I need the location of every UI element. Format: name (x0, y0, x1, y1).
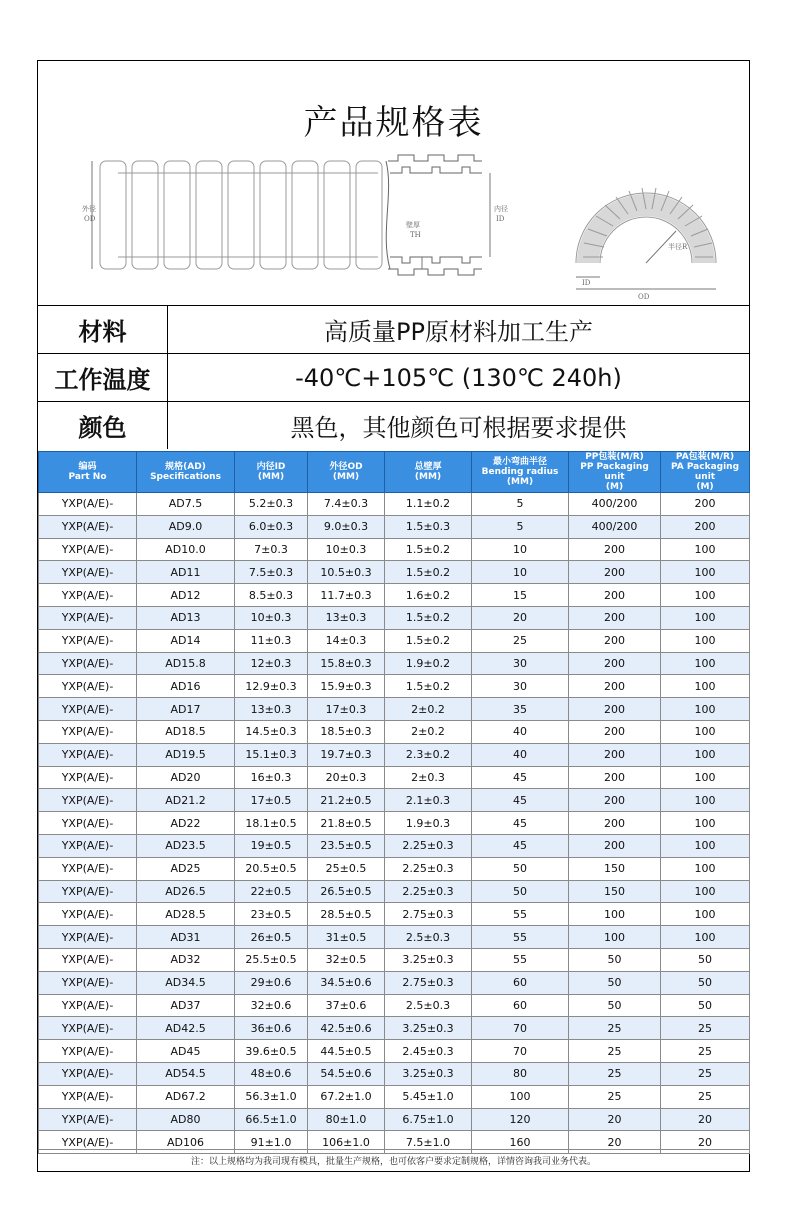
table-cell: 100 (661, 743, 750, 766)
table-row (39, 971, 750, 994)
table-cell: YXP(A/E)- (39, 584, 137, 607)
table-cell: 100 (661, 584, 750, 607)
table-cell: 20 (569, 1131, 661, 1154)
table-cell: 10 (472, 538, 569, 561)
table-cell: 13±0.3 (308, 606, 385, 629)
table-cell: 200 (569, 561, 661, 584)
header-bending: 最小弯曲半径 Bending radius (MM) (472, 452, 569, 493)
table-cell: 48±0.6 (235, 1062, 308, 1085)
table-cell: 19.7±0.3 (308, 743, 385, 766)
table-cell: 14±0.3 (308, 629, 385, 652)
table-row (39, 789, 750, 812)
table-cell: 54.5±0.6 (308, 1062, 385, 1085)
table-row (39, 1017, 750, 1040)
table-cell: 100 (661, 926, 750, 949)
table-cell: 150 (569, 857, 661, 880)
table-cell: 2.25±0.3 (385, 834, 472, 857)
table-cell: 45 (472, 812, 569, 835)
table-cell: 5.2±0.3 (235, 493, 308, 516)
table-cell: YXP(A/E)- (39, 926, 137, 949)
table-row (39, 994, 750, 1017)
table-cell: 100 (661, 857, 750, 880)
table-row (39, 834, 750, 857)
table-cell: 25.5±0.5 (235, 948, 308, 971)
table-cell: 200 (569, 720, 661, 743)
table-cell: AD13 (137, 606, 235, 629)
table-cell: 100 (661, 812, 750, 835)
table-cell: YXP(A/E)- (39, 675, 137, 698)
table-cell: YXP(A/E)- (39, 834, 137, 857)
spec-sheet (37, 60, 750, 1172)
header-od: 外径OD (MM) (308, 452, 385, 493)
table-cell: 25 (661, 1085, 750, 1108)
table-cell: AD19.5 (137, 743, 235, 766)
table-cell: 55 (472, 903, 569, 926)
table-cell: 7.5±0.3 (235, 561, 308, 584)
table-cell: YXP(A/E)- (39, 606, 137, 629)
table-cell: AD80 (137, 1108, 235, 1131)
table-cell: 100 (661, 880, 750, 903)
table-cell: YXP(A/E)- (39, 903, 137, 926)
footnote: 注：以上规格均为我司现有模具，批量生产规格，也可依客户要求定制规格，详情咨询我司业务代表。 (38, 1149, 749, 1171)
table-cell: 80±1.0 (308, 1108, 385, 1131)
table-cell: 20.5±0.5 (235, 857, 308, 880)
table-cell: 10±0.3 (235, 606, 308, 629)
table-cell: AD37 (137, 994, 235, 1017)
table-cell: 55 (472, 948, 569, 971)
table-cell: 50 (661, 994, 750, 1017)
table-cell: AD34.5 (137, 971, 235, 994)
table-cell: AD22 (137, 812, 235, 835)
table-cell: 36±0.6 (235, 1017, 308, 1040)
table-cell: 50 (661, 948, 750, 971)
table-cell: 32±0.5 (308, 948, 385, 971)
table-cell: 16±0.3 (235, 766, 308, 789)
table-cell: 30 (472, 652, 569, 675)
table-cell: 3.25±0.3 (385, 1017, 472, 1040)
table-cell: 100 (661, 903, 750, 926)
table-cell: YXP(A/E)- (39, 629, 137, 652)
table-cell: 200 (569, 698, 661, 721)
table-cell: 17±0.5 (235, 789, 308, 812)
table-cell: 56.3±1.0 (235, 1085, 308, 1108)
table-cell: 7±0.3 (235, 538, 308, 561)
table-cell: 1.9±0.3 (385, 812, 472, 835)
table-cell: AD11 (137, 561, 235, 584)
table-cell: YXP(A/E)- (39, 948, 137, 971)
header-pp-pack: PP包装(M/R) PP Packaging unit (M) (569, 452, 661, 493)
spec-table (38, 451, 750, 1154)
table-cell: 40 (472, 743, 569, 766)
table-cell: 200 (569, 766, 661, 789)
arc-id-label: ID (582, 279, 591, 287)
table-cell: 100 (661, 652, 750, 675)
table-cell: 80 (472, 1062, 569, 1085)
table-cell: YXP(A/E)- (39, 1017, 137, 1040)
header-pa-pack: PA包装(M/R) PA Packaging unit (M) (661, 452, 750, 493)
table-cell: AD32 (137, 948, 235, 971)
table-cell: 2.5±0.3 (385, 926, 472, 949)
table-cell: 26±0.5 (235, 926, 308, 949)
wall-label: 壁厚 (406, 221, 420, 229)
table-cell: 200 (569, 743, 661, 766)
table-row (39, 675, 750, 698)
table-cell: 18.1±0.5 (235, 812, 308, 835)
table-cell: 6.0±0.3 (235, 515, 308, 538)
table-row (39, 743, 750, 766)
table-header-row (39, 452, 750, 493)
table-cell: 60 (472, 994, 569, 1017)
table-cell: 200 (569, 812, 661, 835)
radius-label: 半径R (668, 243, 688, 251)
table-row (39, 880, 750, 903)
table-cell: 50 (472, 880, 569, 903)
table-row (39, 1085, 750, 1108)
table-cell: 1.1±0.2 (385, 493, 472, 516)
table-cell: 25 (472, 629, 569, 652)
table-row (39, 812, 750, 835)
table-cell: 25±0.5 (308, 857, 385, 880)
table-cell: 45 (472, 834, 569, 857)
table-cell: 44.5±0.5 (308, 1040, 385, 1063)
table-cell: 2.5±0.3 (385, 994, 472, 1017)
table-cell: 26.5±0.5 (308, 880, 385, 903)
table-cell: 2.45±0.3 (385, 1040, 472, 1063)
table-cell: 200 (569, 834, 661, 857)
arc-od-label: OD (638, 293, 650, 301)
table-cell: 50 (569, 994, 661, 1017)
table-cell: 10 (472, 561, 569, 584)
table-cell: 55 (472, 926, 569, 949)
page-title: 产品规格表 (303, 103, 484, 143)
table-cell: 20 (569, 1108, 661, 1131)
table-cell: 100 (661, 561, 750, 584)
table-cell: 50 (569, 948, 661, 971)
table-cell: 100 (661, 789, 750, 812)
table-cell: 1.5±0.2 (385, 675, 472, 698)
table-cell: AD54.5 (137, 1062, 235, 1085)
table-cell: 200 (661, 515, 750, 538)
table-cell: 25 (569, 1040, 661, 1063)
id-label: 内径 (494, 205, 508, 213)
table-cell: 7.4±0.3 (308, 493, 385, 516)
table-row (39, 515, 750, 538)
table-cell: 106±1.0 (308, 1131, 385, 1154)
table-cell: 7.5±1.0 (385, 1131, 472, 1154)
table-cell: AD25 (137, 857, 235, 880)
table-cell: 2.25±0.3 (385, 857, 472, 880)
table-cell: 100 (661, 538, 750, 561)
color-value: 黑色，其他颜色可根据要求提供 (290, 414, 627, 442)
table-cell: 3.25±0.3 (385, 948, 472, 971)
material-label: 材料 (38, 306, 168, 353)
table-cell: 32±0.6 (235, 994, 308, 1017)
table-cell: YXP(A/E)- (39, 994, 137, 1017)
table-cell: YXP(A/E)- (39, 880, 137, 903)
color-row (38, 401, 749, 449)
table-row (39, 766, 750, 789)
header-part-no: 编码 Part No (39, 452, 137, 493)
table-cell: 100 (569, 903, 661, 926)
table-cell: AD20 (137, 766, 235, 789)
table-cell: 2±0.2 (385, 720, 472, 743)
table-cell: 70 (472, 1040, 569, 1063)
table-cell: 60 (472, 971, 569, 994)
table-cell: 11±0.3 (235, 629, 308, 652)
table-cell: 50 (472, 857, 569, 880)
table-cell: 13±0.3 (235, 698, 308, 721)
table-cell: 23±0.5 (235, 903, 308, 926)
table-cell: 25 (569, 1062, 661, 1085)
table-cell: 3.25±0.3 (385, 1062, 472, 1085)
table-row (39, 857, 750, 880)
table-cell: AD15.8 (137, 652, 235, 675)
table-cell: 25 (661, 1017, 750, 1040)
table-cell: 25 (661, 1062, 750, 1085)
table-cell: 1.5±0.2 (385, 629, 472, 652)
table-cell: 66.5±1.0 (235, 1108, 308, 1131)
table-row (39, 629, 750, 652)
table-cell: 100 (661, 675, 750, 698)
table-cell: 25 (569, 1017, 661, 1040)
table-row (39, 606, 750, 629)
table-cell: 100 (661, 629, 750, 652)
table-cell: 100 (569, 926, 661, 949)
table-cell: AD45 (137, 1040, 235, 1063)
table-cell: 21.8±0.5 (308, 812, 385, 835)
table-cell: 100 (661, 766, 750, 789)
table-cell: AD67.2 (137, 1085, 235, 1108)
table-cell: 1.6±0.2 (385, 584, 472, 607)
table-cell: 22±0.5 (235, 880, 308, 903)
table-cell: AD17 (137, 698, 235, 721)
table-cell: 11.7±0.3 (308, 584, 385, 607)
material-value: 高质量PP原材料加工生产 (324, 318, 593, 346)
table-row (39, 561, 750, 584)
table-cell: 200 (569, 789, 661, 812)
table-cell: YXP(A/E)- (39, 493, 137, 516)
table-cell: 8.5±0.3 (235, 584, 308, 607)
table-cell: 28.5±0.5 (308, 903, 385, 926)
table-cell: AD18.5 (137, 720, 235, 743)
od-sub-label: OD (84, 215, 96, 223)
table-cell: 100 (661, 606, 750, 629)
straight-tube-drawing (92, 155, 490, 275)
table-cell: 200 (569, 629, 661, 652)
table-cell: 29±0.6 (235, 971, 308, 994)
table-cell: 2.75±0.3 (385, 971, 472, 994)
table-cell: 45 (472, 766, 569, 789)
table-cell: 50 (569, 971, 661, 994)
table-cell: AD12 (137, 584, 235, 607)
table-cell: 19±0.5 (235, 834, 308, 857)
table-cell: 91±1.0 (235, 1131, 308, 1154)
table-cell: 100 (661, 720, 750, 743)
table-row (39, 903, 750, 926)
od-label: 外径 (82, 205, 96, 213)
table-row (39, 493, 750, 516)
table-cell: AD26.5 (137, 880, 235, 903)
table-cell: 1.5±0.2 (385, 561, 472, 584)
table-row (39, 948, 750, 971)
table-cell: YXP(A/E)- (39, 766, 137, 789)
table-cell: AD28.5 (137, 903, 235, 926)
table-cell: AD7.5 (137, 493, 235, 516)
header-id: 内径ID (MM) (235, 452, 308, 493)
table-cell: 150 (569, 880, 661, 903)
table-cell: 1.9±0.2 (385, 652, 472, 675)
table-cell: 200 (569, 606, 661, 629)
table-cell: YXP(A/E)- (39, 812, 137, 835)
table-row (39, 1040, 750, 1063)
table-cell: 200 (661, 493, 750, 516)
table-cell: 200 (569, 652, 661, 675)
table-cell: 67.2±1.0 (308, 1085, 385, 1108)
temperature-value: -40℃+105℃ (130℃ 240h) (295, 363, 622, 392)
table-cell: 100 (472, 1085, 569, 1108)
table-cell: 400/200 (569, 493, 661, 516)
table-cell: YXP(A/E)- (39, 561, 137, 584)
table-cell: 18.5±0.3 (308, 720, 385, 743)
table-row (39, 652, 750, 675)
table-cell: 50 (661, 971, 750, 994)
table-row (39, 698, 750, 721)
table-cell: YXP(A/E)- (39, 743, 137, 766)
table-cell: 37±0.6 (308, 994, 385, 1017)
table-row (39, 1108, 750, 1131)
table-cell: 70 (472, 1017, 569, 1040)
table-cell: 2.25±0.3 (385, 880, 472, 903)
table-cell: 17±0.3 (308, 698, 385, 721)
id-sub-label: ID (496, 215, 505, 223)
table-cell: YXP(A/E)- (39, 698, 137, 721)
table-cell: AD16 (137, 675, 235, 698)
table-cell: AD42.5 (137, 1017, 235, 1040)
color-label: 颜色 (38, 402, 168, 449)
table-cell: 31±0.5 (308, 926, 385, 949)
table-cell: 20 (661, 1108, 750, 1131)
header-wall: 总壁厚 (MM) (385, 452, 472, 493)
table-cell: 21.2±0.5 (308, 789, 385, 812)
table-cell: 20±0.3 (308, 766, 385, 789)
table-cell: 1.5±0.2 (385, 606, 472, 629)
table-cell: 15.8±0.3 (308, 652, 385, 675)
table-cell: YXP(A/E)- (39, 1040, 137, 1063)
material-row (38, 305, 749, 353)
table-cell: AD31 (137, 926, 235, 949)
table-cell: YXP(A/E)- (39, 1131, 137, 1154)
table-cell: AD106 (137, 1131, 235, 1154)
table-cell: 42.5±0.6 (308, 1017, 385, 1040)
table-row (39, 720, 750, 743)
table-cell: 20 (661, 1131, 750, 1154)
table-cell: YXP(A/E)- (39, 652, 137, 675)
table-cell: 10±0.3 (308, 538, 385, 561)
table-cell: 100 (661, 698, 750, 721)
table-cell: 40 (472, 720, 569, 743)
table-cell: 200 (569, 538, 661, 561)
table-cell: 23.5±0.5 (308, 834, 385, 857)
table-cell: YXP(A/E)- (39, 1062, 137, 1085)
table-cell: 12±0.3 (235, 652, 308, 675)
table-cell: 14.5±0.3 (235, 720, 308, 743)
table-cell: 2.75±0.3 (385, 903, 472, 926)
table-cell: 39.6±0.5 (235, 1040, 308, 1063)
table-cell: YXP(A/E)- (39, 515, 137, 538)
table-cell: 45 (472, 789, 569, 812)
table-cell: YXP(A/E)- (39, 720, 137, 743)
header-spec: 规格(AD) Specifications (137, 452, 235, 493)
table-cell: 15.1±0.3 (235, 743, 308, 766)
table-cell: 1.5±0.3 (385, 515, 472, 538)
table-cell: 5.45±1.0 (385, 1085, 472, 1108)
table-cell: 10.5±0.3 (308, 561, 385, 584)
table-cell: 200 (569, 675, 661, 698)
table-cell: 400/200 (569, 515, 661, 538)
table-cell: 5 (472, 493, 569, 516)
temperature-row (38, 353, 749, 401)
table-cell: YXP(A/E)- (39, 1085, 137, 1108)
table-cell: YXP(A/E)- (39, 789, 137, 812)
table-cell: YXP(A/E)- (39, 1108, 137, 1131)
table-cell: 2±0.3 (385, 766, 472, 789)
table-row (39, 584, 750, 607)
table-cell: AD9.0 (137, 515, 235, 538)
table-cell: 160 (472, 1131, 569, 1154)
table-cell: 100 (661, 834, 750, 857)
table-cell: 2.1±0.3 (385, 789, 472, 812)
table-cell: 200 (569, 584, 661, 607)
table-cell: 15 (472, 584, 569, 607)
table-row (39, 538, 750, 561)
table-cell: 2±0.2 (385, 698, 472, 721)
table-cell: 25 (661, 1040, 750, 1063)
table-cell: 6.75±1.0 (385, 1108, 472, 1131)
table-cell: 120 (472, 1108, 569, 1131)
table-cell: YXP(A/E)- (39, 971, 137, 994)
table-cell: 1.5±0.2 (385, 538, 472, 561)
table-cell: 5 (472, 515, 569, 538)
table-cell: 12.9±0.3 (235, 675, 308, 698)
tube-diagram (82, 153, 698, 303)
bent-tube-drawing (576, 188, 716, 289)
table-cell: 30 (472, 675, 569, 698)
table-row (39, 1062, 750, 1085)
table-cell: YXP(A/E)- (39, 857, 137, 880)
table-cell: 9.0±0.3 (308, 515, 385, 538)
table-cell: 34.5±0.6 (308, 971, 385, 994)
table-cell: YXP(A/E)- (39, 538, 137, 561)
table-cell: AD10.0 (137, 538, 235, 561)
table-cell: 15.9±0.3 (308, 675, 385, 698)
table-cell: 2.3±0.2 (385, 743, 472, 766)
table-cell: 25 (569, 1085, 661, 1108)
table-cell: 20 (472, 606, 569, 629)
table-cell: AD23.5 (137, 834, 235, 857)
wall-sub-label: TH (410, 231, 421, 239)
table-cell: 35 (472, 698, 569, 721)
table-row (39, 926, 750, 949)
table-cell: AD14 (137, 629, 235, 652)
table-cell: AD21.2 (137, 789, 235, 812)
temperature-label: 工作温度 (38, 354, 168, 401)
